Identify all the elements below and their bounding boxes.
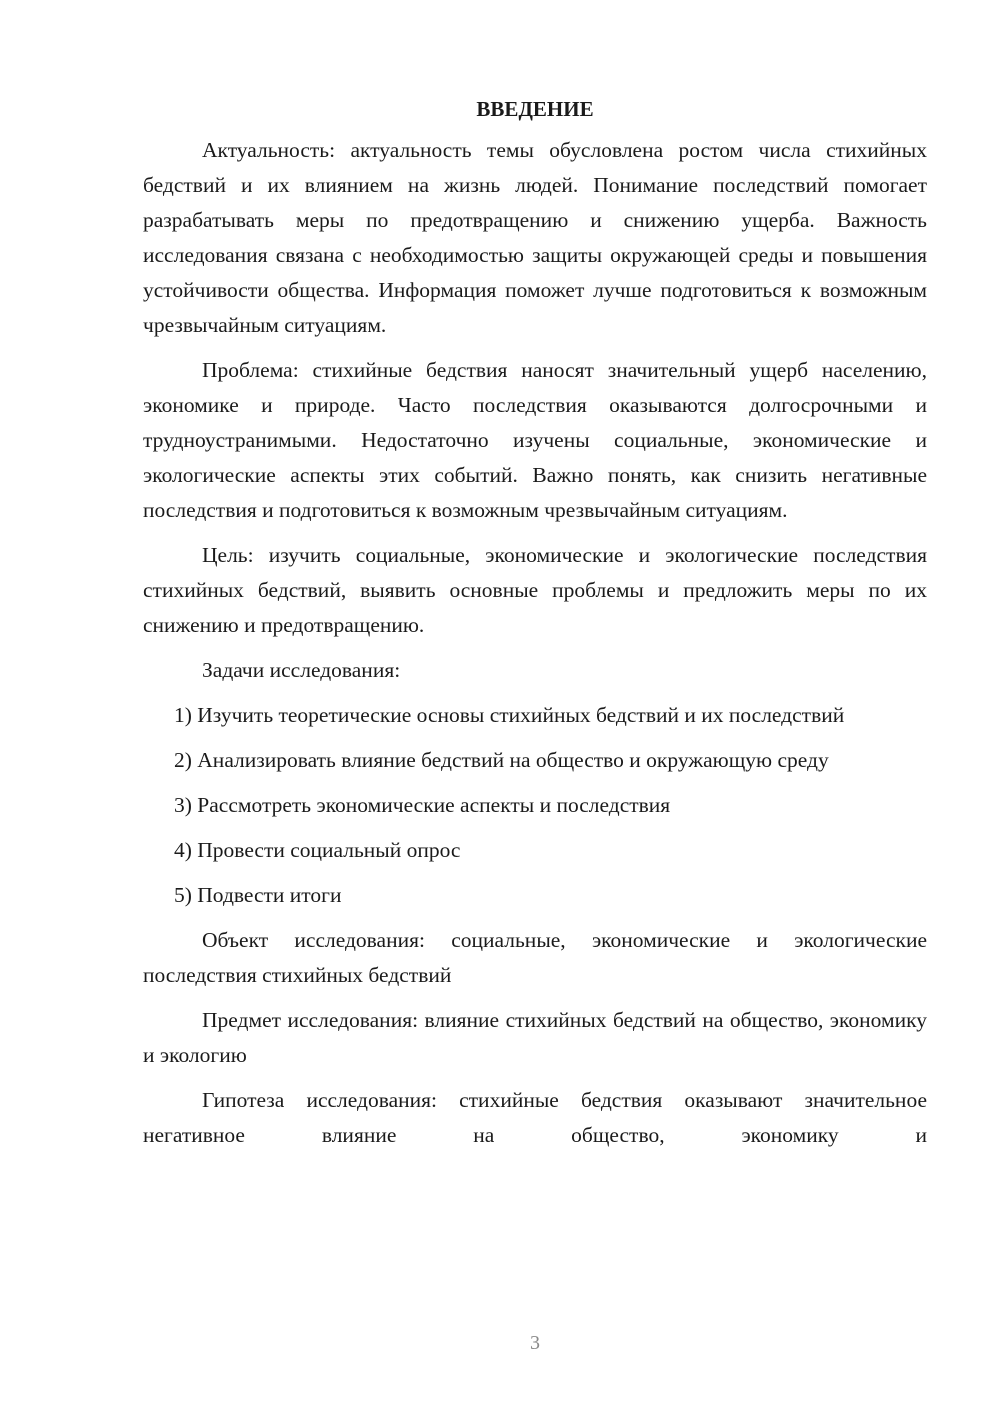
- section-heading: ВВЕДЕНИЕ: [476, 97, 594, 121]
- paragraph-goal: Цель: изучить социальные, экономические и экологические последствия стихийных бедствий, выявить основные проблемы и предложить меры по их снижению и предотвращению.: [143, 543, 927, 637]
- task-item-5: 5) Подвести итоги: [174, 883, 342, 907]
- task-item-1: 1) Изучить теоретические основы стихийных бедствий и их последствий: [174, 703, 845, 727]
- paragraph-hypothesis: Гипотеза исследования: стихийные бедствия оказывают значительное негативное влияние на общество, экономику и: [143, 1088, 927, 1147]
- paragraph-tasks-title: Задачи исследования:: [202, 658, 401, 682]
- task-item-2: 2) Анализировать влияние бедствий на общество и окружающую среду: [174, 748, 829, 772]
- task-item-3: 3) Рассмотреть экономические аспекты и последствия: [174, 793, 671, 817]
- paragraph-object: Объект исследования: социальные, экономические и экологические последствия стихийных бедствий: [143, 928, 927, 987]
- document-body: [143, 92, 927, 1153]
- task-item-4: 4) Провести социальный опрос: [174, 838, 461, 862]
- paragraph-relevance: Актуальность: актуальность темы обусловлена ростом числа стихийных бедствий и их влиянием на жизнь людей. Понимание последствий помогает разрабатывать меры по предотвращению и снижению ущерба. Важность исследования связана с необходимостью защиты окружающей среды и повышения устойчивости общества. Информация поможет лучше подготовиться к возможным чрезвычайным ситуациям.: [143, 138, 927, 337]
- paragraph-problem: Проблема: стихийные бедствия наносят значительный ущерб населению, экономике и природе. Часто последствия оказываются долгосрочными и трудноустранимыми. Недостаточно изучены социальные, экономические и экологические аспекты этих событий. Важно понять, как снизить негативные последствия и подготовиться к возможным чрезвычайным ситуациям.: [143, 358, 927, 522]
- paragraph-subject: Предмет исследования: влияние стихийных бедствий на общество, экономику и экологию: [143, 1008, 927, 1067]
- page-number: 3: [530, 1332, 540, 1354]
